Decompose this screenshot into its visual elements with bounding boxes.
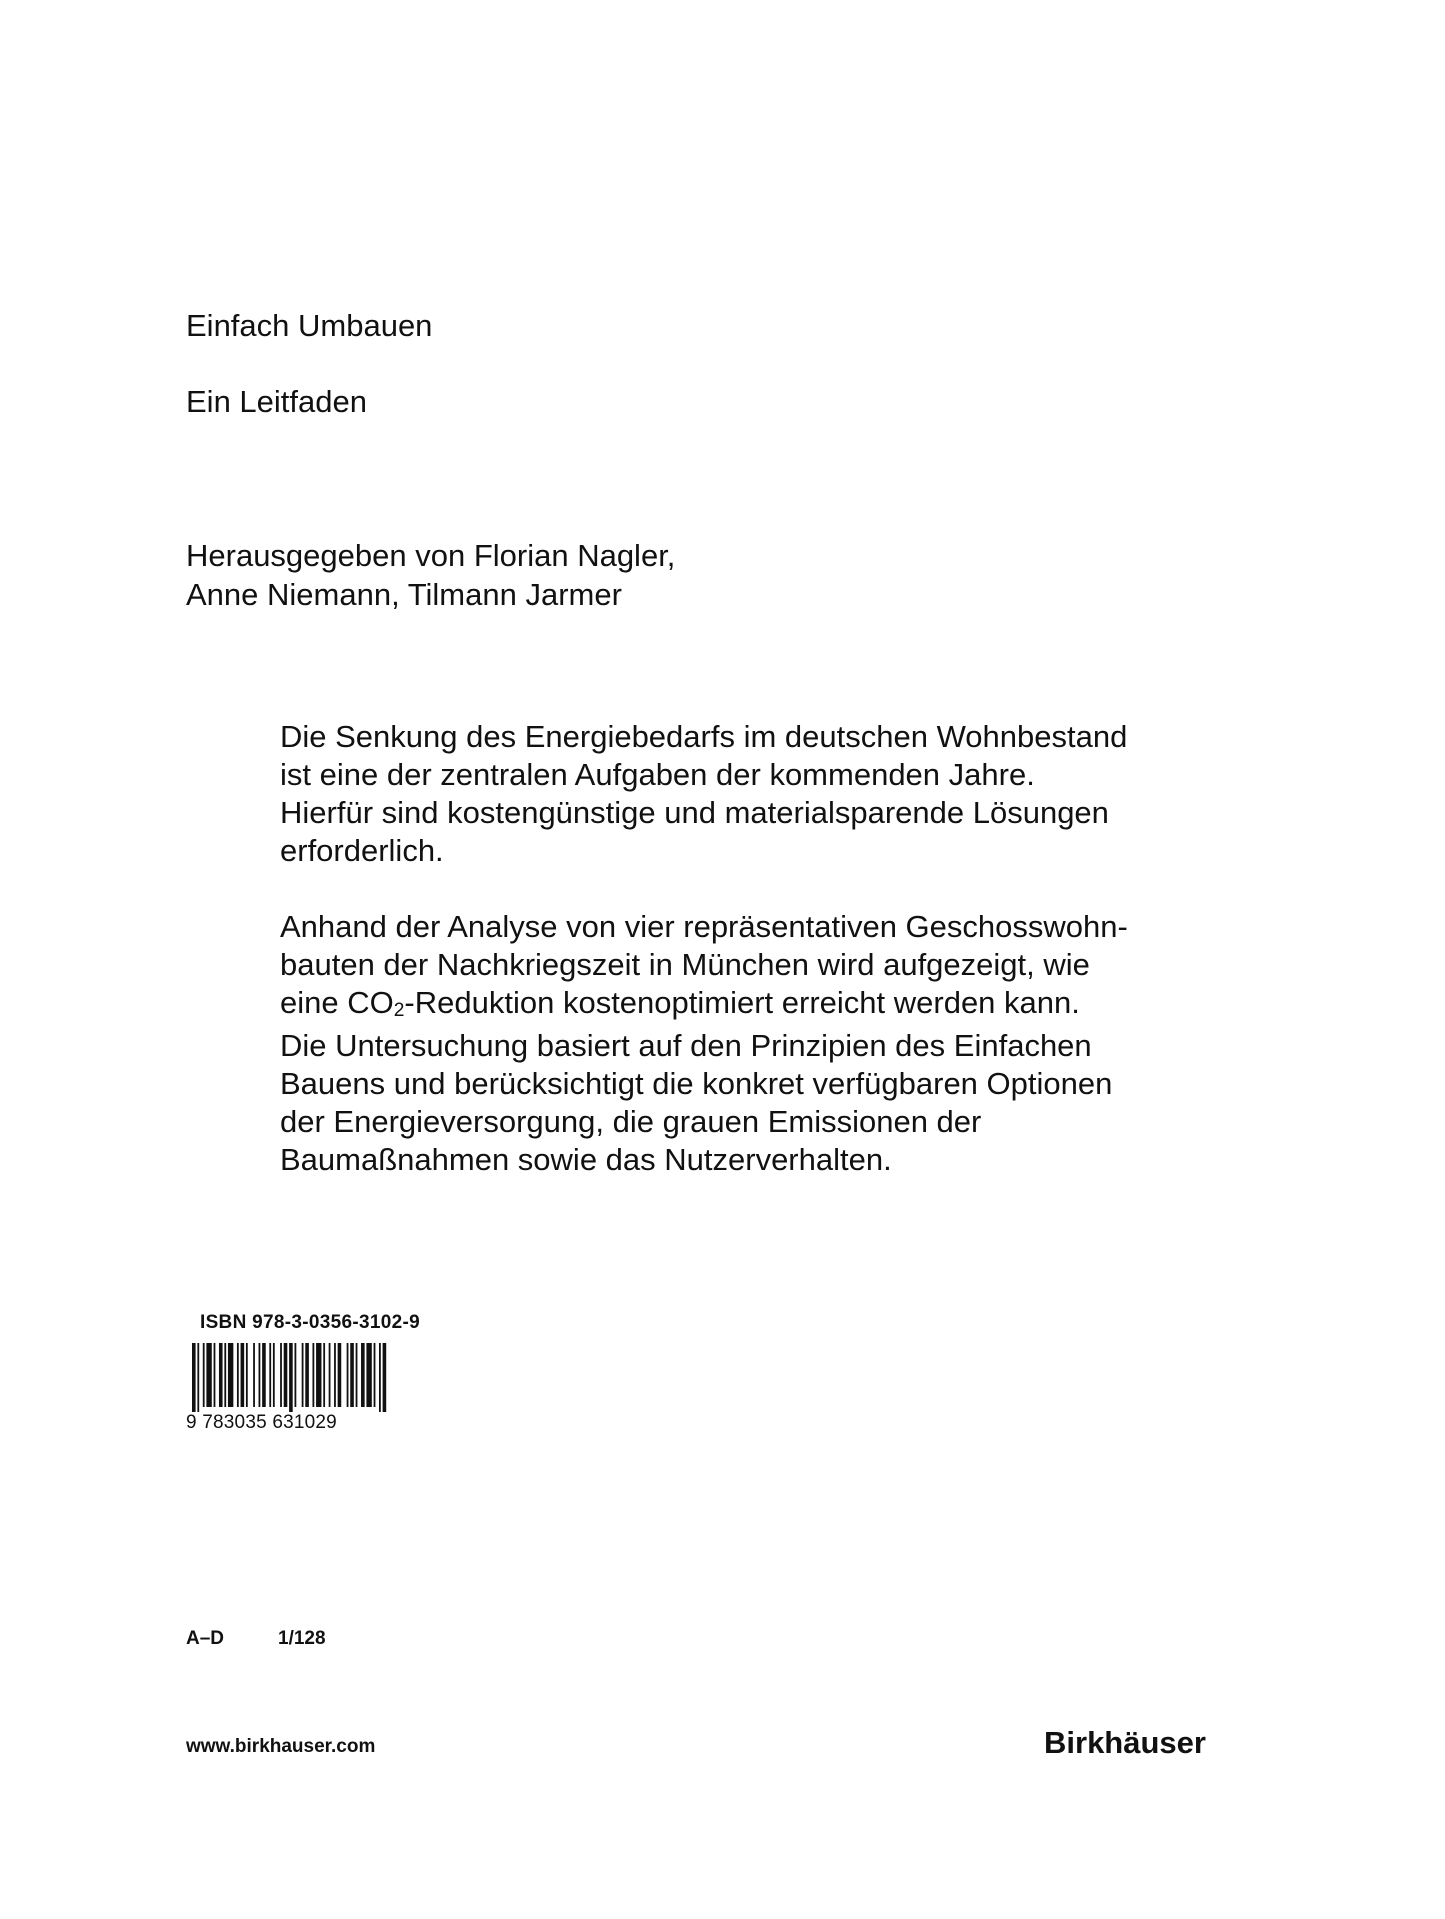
barcode-bar xyxy=(284,1343,288,1407)
barcode-bar xyxy=(316,1343,321,1407)
barcode-bar xyxy=(219,1343,223,1407)
barcode-bar xyxy=(197,1343,199,1412)
isbn-label: ISBN 978-3-0356-3102-9 xyxy=(200,1312,420,1333)
editors-line: Anne Niemann, Tilmann Jarmer xyxy=(186,577,622,612)
barcode-bar xyxy=(273,1343,275,1407)
sales-region: A–D xyxy=(186,1628,225,1649)
barcode-bar xyxy=(347,1343,349,1407)
barcode-bar xyxy=(312,1343,314,1407)
blurb-line: Baumaßnahmen sowie das Nutzerverhalten. xyxy=(280,1142,892,1177)
editors-line: Herausgegeben von Florian Nagler, xyxy=(186,538,676,573)
publisher-logo: Birkhäuser xyxy=(1044,1725,1206,1760)
blurb-line: Anhand der Analyse von vier repräsentativen Geschosswohn- xyxy=(280,909,1128,944)
co2-subscript: 2 xyxy=(393,1000,405,1022)
co2-text: eine CO xyxy=(280,985,394,1020)
barcode-bar xyxy=(262,1343,266,1407)
page-count: 1/128 xyxy=(278,1628,326,1649)
book-title: Einfach Umbauen xyxy=(186,308,433,343)
blurb-paragraph-1 xyxy=(280,718,1280,870)
barcode-bar xyxy=(361,1343,365,1407)
barcode-bar xyxy=(237,1343,239,1407)
editors-credit xyxy=(186,536,675,614)
barcode-bar xyxy=(295,1343,297,1407)
book-subtitle: Ein Leitfaden xyxy=(186,384,367,419)
blurb-line: bauten der Nachkriegszeit in München wird aufgezeigt, wie xyxy=(280,947,1090,982)
barcode-bar xyxy=(338,1343,342,1407)
blurb-line: der Energieversorgung, die grauen Emissionen der xyxy=(280,1104,982,1139)
barcode-bar xyxy=(383,1343,387,1412)
barcode-bar xyxy=(374,1343,376,1407)
blurb-line: ist eine der zentralen Aufgaben der kommenden Jahre. xyxy=(280,757,1035,792)
blurb-line: Bauens und berücksichtigt die konkret verfügbaren Optionen xyxy=(280,1066,1113,1101)
barcode-bar xyxy=(356,1343,358,1407)
blurb-line: Die Untersuchung basiert auf den Prinzipien des Einfachen xyxy=(280,1028,1092,1063)
barcode-bar xyxy=(253,1343,255,1407)
barcode-bar xyxy=(334,1343,336,1407)
barcode-bar xyxy=(289,1343,293,1412)
barcode-graphic xyxy=(192,1343,388,1412)
barcode-bar xyxy=(241,1343,245,1407)
publisher-website: www.birkhauser.com xyxy=(186,1736,376,1757)
co2-text-rest: -Reduktion kostenoptimiert erreicht werden kann. xyxy=(404,985,1080,1020)
blurb-line: Hierfür sind kostengünstige und materialsparende Lösungen xyxy=(280,795,1109,830)
barcode-bar xyxy=(329,1343,331,1407)
barcode-bar xyxy=(192,1343,196,1412)
barcode-bar xyxy=(206,1343,211,1407)
barcode-bar xyxy=(203,1343,205,1407)
barcode-bar xyxy=(269,1343,271,1407)
barcode-digits: 9 783035 631029 xyxy=(186,1412,337,1433)
barcode-bar xyxy=(224,1343,226,1407)
barcode-bar xyxy=(228,1343,233,1407)
barcode-bar xyxy=(379,1343,381,1412)
barcode-bar xyxy=(246,1343,248,1407)
barcode-bar xyxy=(259,1343,261,1407)
barcode-bar xyxy=(366,1343,371,1407)
barcode-bar xyxy=(305,1343,309,1407)
barcode-bar xyxy=(214,1343,216,1407)
blurb-paragraph-2 xyxy=(280,908,1280,1179)
barcode-bar xyxy=(302,1343,304,1407)
barcode-bar xyxy=(350,1343,354,1407)
blurb-line: Die Senkung des Energiebedarfs im deutschen Wohnbestand xyxy=(280,719,1128,754)
barcode-bar xyxy=(280,1343,282,1407)
blurb-line-co2 xyxy=(280,984,1280,1027)
blurb-line: erforderlich. xyxy=(280,833,444,868)
barcode-bar xyxy=(323,1343,325,1407)
